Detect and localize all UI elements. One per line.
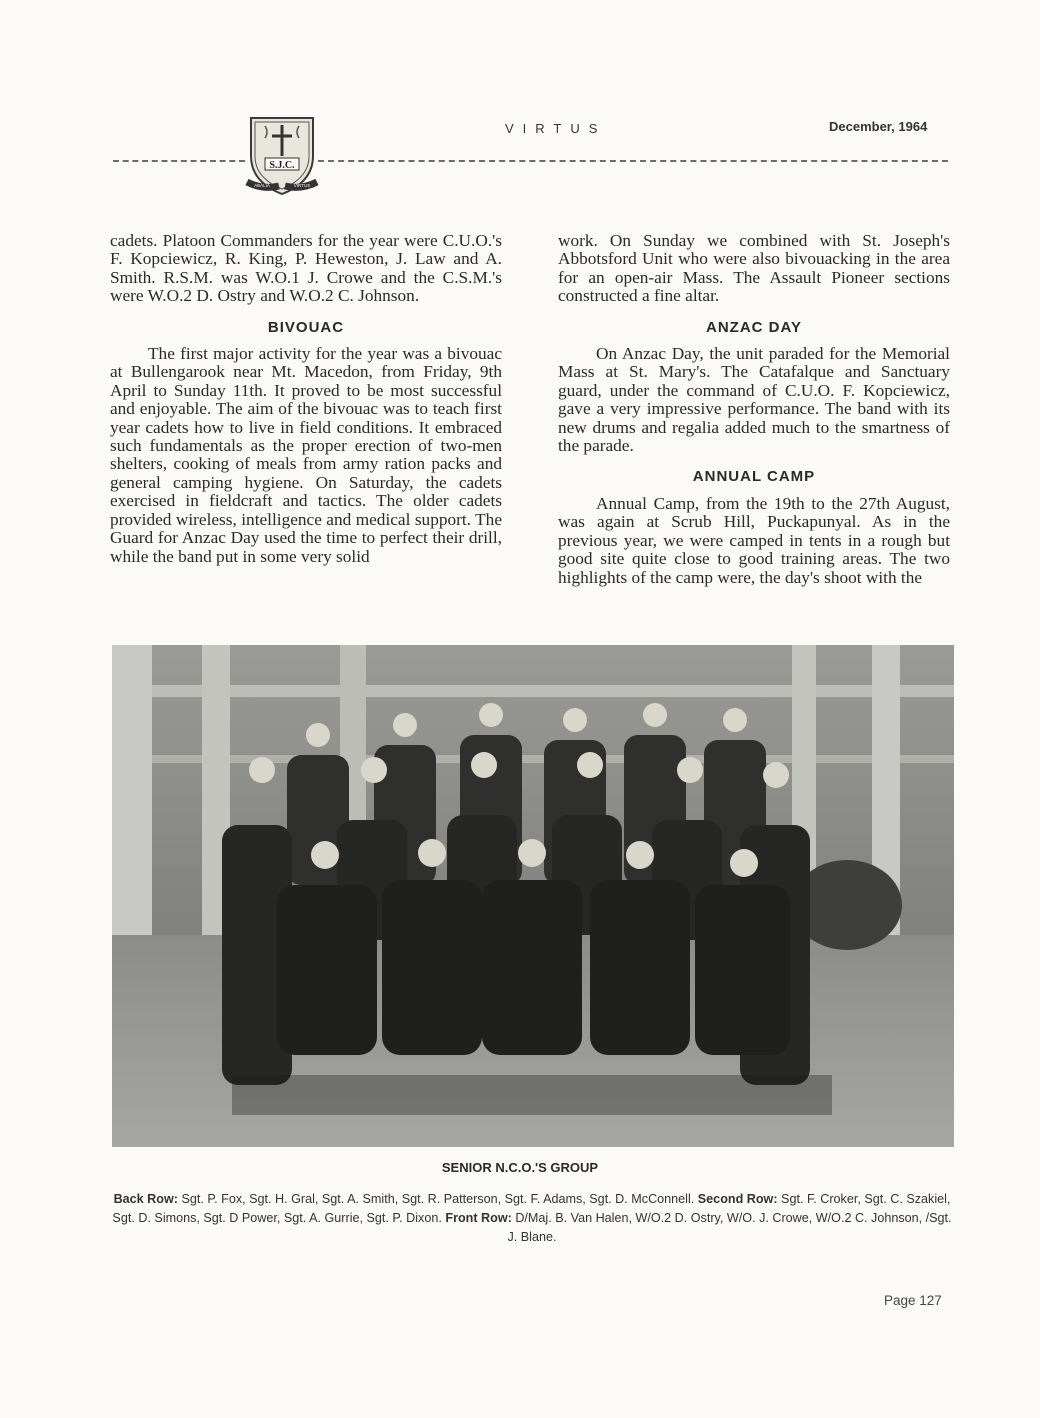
paragraph: work. On Sunday we combined with St. Joseph's Abbotsford Unit who were also bivouacking in the area for an open-air Mass. The Assault Pioneer sections constructed a fine altar.	[558, 231, 950, 306]
issue-date: December, 1964	[829, 119, 928, 134]
svg-text:S.J.C.: S.J.C.	[269, 160, 295, 171]
school-crest-logo	[245, 112, 319, 198]
header-rule-left	[113, 160, 245, 162]
page-header	[0, 0, 1040, 200]
page-number: Page 127	[884, 1293, 942, 1308]
caption-second-row: Sgt. F. Croker, Sgt. C. Szakiel, Sgt. D. Simons, Sgt. D Power, Sgt. A. Gurrie, Sgt. P. Dixon.	[112, 1192, 951, 1225]
right-column	[558, 232, 950, 587]
paragraph: On Anzac Day, the unit paraded for the Memorial Mass at St. Mary's. The Catafalque and Sanctuary guard, under the command of C.U.O. F. Kopciewicz, gave a very impressive performance. The band with its new drums and regalia added much to the smartness of the parade.	[558, 344, 950, 456]
caption-back-row: Sgt. P. Fox, Sgt. H. Gral, Sgt. A. Smith, Sgt. R. Patterson, Sgt. F. Adams, Sgt. D. McConnell.	[181, 1192, 695, 1206]
caption-front-row-label: Front Row:	[445, 1211, 512, 1225]
paragraph: Annual Camp, from the 19th to the 27th August, was again at Scrub Hill, Puckapunyal. As in the previous year, we were camped in tents in a rough but good site quite close to good training areas. The two highlights of the camp were, the day's shoot with the	[558, 493, 950, 587]
svg-text:VIRTUS: VIRTUS	[293, 183, 311, 188]
caption-back-row-label: Back Row:	[113, 1192, 178, 1206]
photo-illustration	[112, 645, 954, 1147]
caption-front-row: D/Maj. B. Van Halen, W/O.2 D. Ostry, W/O. J. Crowe, W/O.2 C. Johnson, /Sgt. J. Blane.	[507, 1211, 952, 1244]
svg-text:ABALIA: ABALIA	[254, 183, 270, 188]
journal-title: VIRTUS	[505, 121, 607, 136]
section-heading-anzac-day: ANZAC DAY	[706, 318, 802, 336]
section-heading-bivouac: BIVOUAC	[267, 318, 345, 336]
photo-caption	[108, 1190, 956, 1247]
section-heading-annual-camp: ANNUAL CAMP	[692, 468, 816, 486]
photo-caption-title: SENIOR N.C.O.'S GROUP	[441, 1160, 599, 1175]
caption-second-row-label: Second Row:	[697, 1192, 778, 1206]
paragraph: cadets. Platoon Commanders for the year were C.U.O.'s F. Kopciewicz, R. King, P. Heweston, J. Law and A. Smith. R.S.M. was W.O.1 J. Crowe and the C.S.M.'s were W.O.2 D. Ostry and W.O.2 C. Johnson.	[110, 231, 502, 306]
left-column	[110, 232, 502, 566]
group-photograph	[112, 645, 954, 1147]
paragraph: The first major activity for the year was a bivouac at Bullengarook near Mt. Macedon, from Friday, 9th April to Sunday 11th. It proved to be most successful and enjoyable. The aim of the bivouac was to teach first year cadets how to live in field conditions. It embraced such fundamentals as the proper erection of two-men shelters, cooking of meals from army ration packs and general camping hygiene. On Saturday, the cadets exercised in fieldcraft and tactics. The older cadets provided wireless, intelligence and medical support. The Guard for Anzac Day used the time to perfect their drill, while the band put in some very solid	[110, 344, 502, 566]
header-rule-right	[318, 160, 948, 162]
